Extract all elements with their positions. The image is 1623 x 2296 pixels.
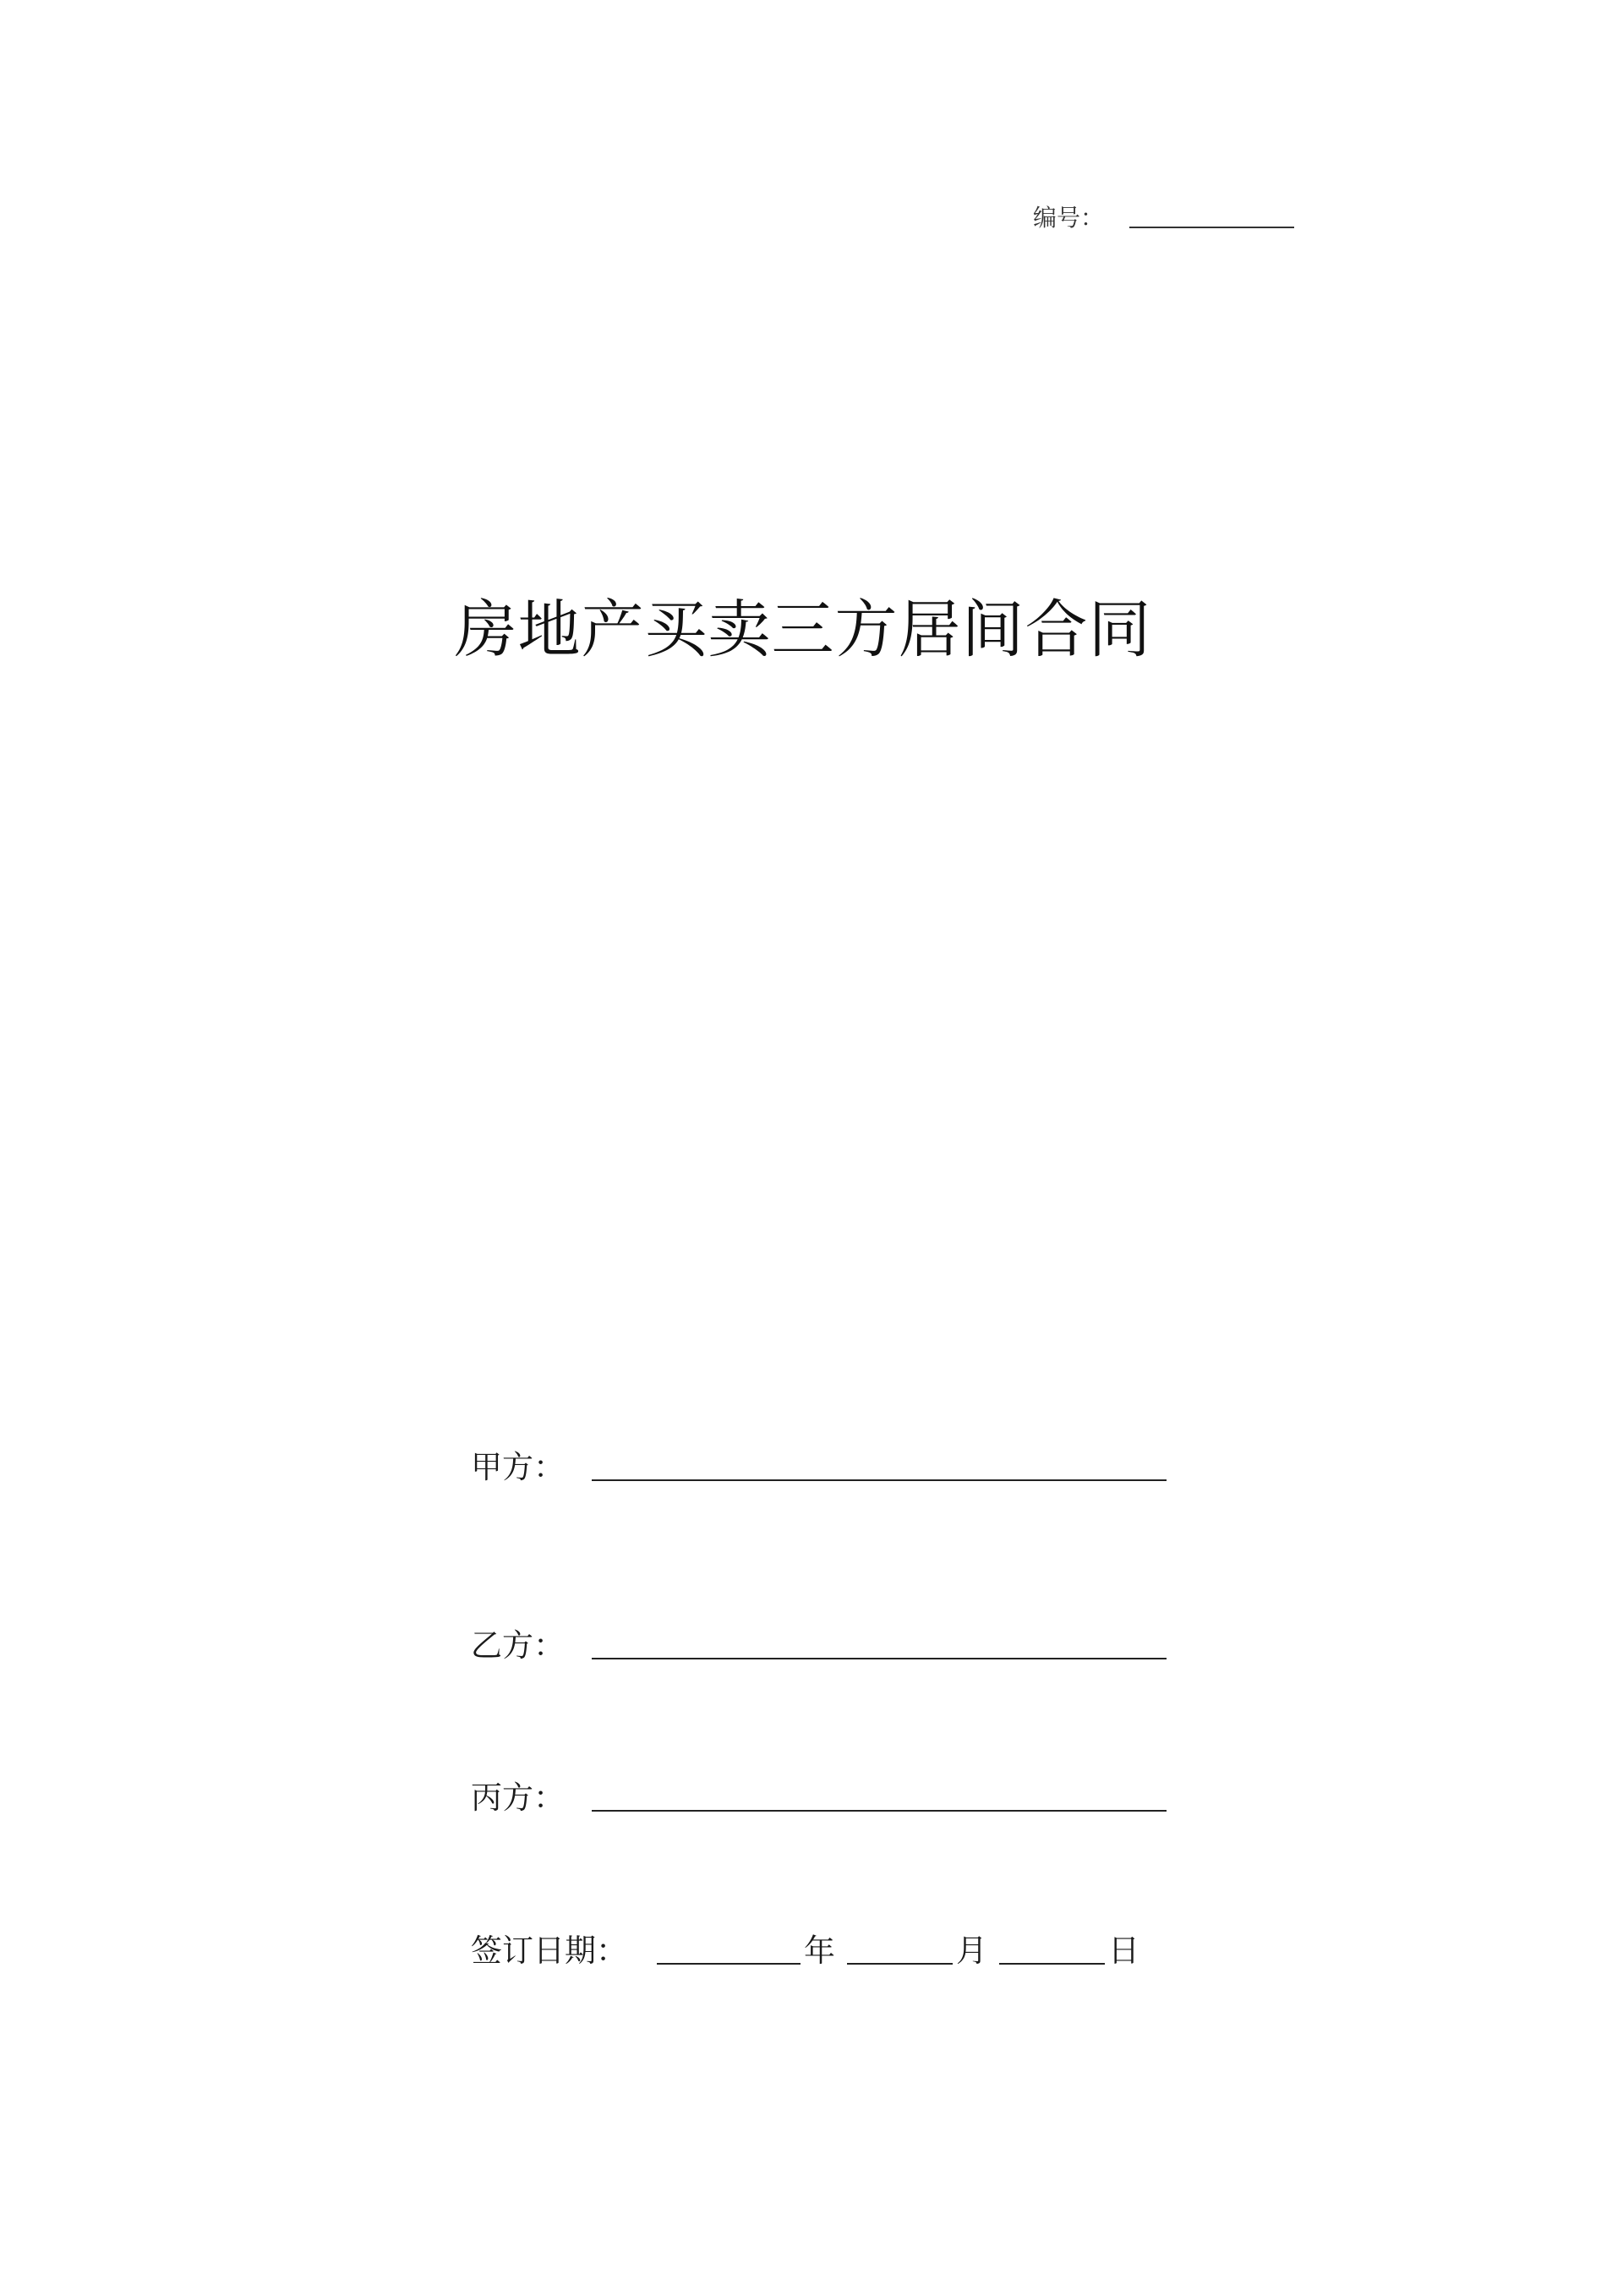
party-c-row — [471, 1773, 1167, 1823]
signing-day-blank[interactable] — [999, 1963, 1105, 1965]
signing-date-label: 签订日期： — [471, 1932, 627, 1969]
serial-number-label: 编号： — [1033, 204, 1105, 232]
party-a-blank[interactable] — [592, 1479, 1167, 1481]
party-a-label: 甲方： — [471, 1449, 565, 1485]
signing-month-unit: 月 — [956, 1932, 987, 1969]
serial-number-field — [1033, 200, 1294, 237]
signing-day-unit: 日 — [1108, 1932, 1139, 1969]
serial-number-blank[interactable] — [1129, 227, 1294, 228]
party-b-label: 乙方： — [471, 1627, 565, 1664]
party-c-label: 丙方： — [471, 1779, 565, 1816]
party-a-row — [471, 1442, 1167, 1493]
signing-date-row — [471, 1926, 1151, 1976]
party-b-row — [471, 1621, 1167, 1671]
party-c-blank[interactable] — [592, 1810, 1167, 1812]
signing-year-blank[interactable] — [657, 1963, 801, 1965]
signing-year-unit: 年 — [804, 1932, 835, 1969]
party-b-blank[interactable] — [592, 1658, 1167, 1659]
signing-month-blank[interactable] — [847, 1963, 953, 1965]
document-title: 房地产买卖三方居间合同 — [454, 593, 1152, 666]
